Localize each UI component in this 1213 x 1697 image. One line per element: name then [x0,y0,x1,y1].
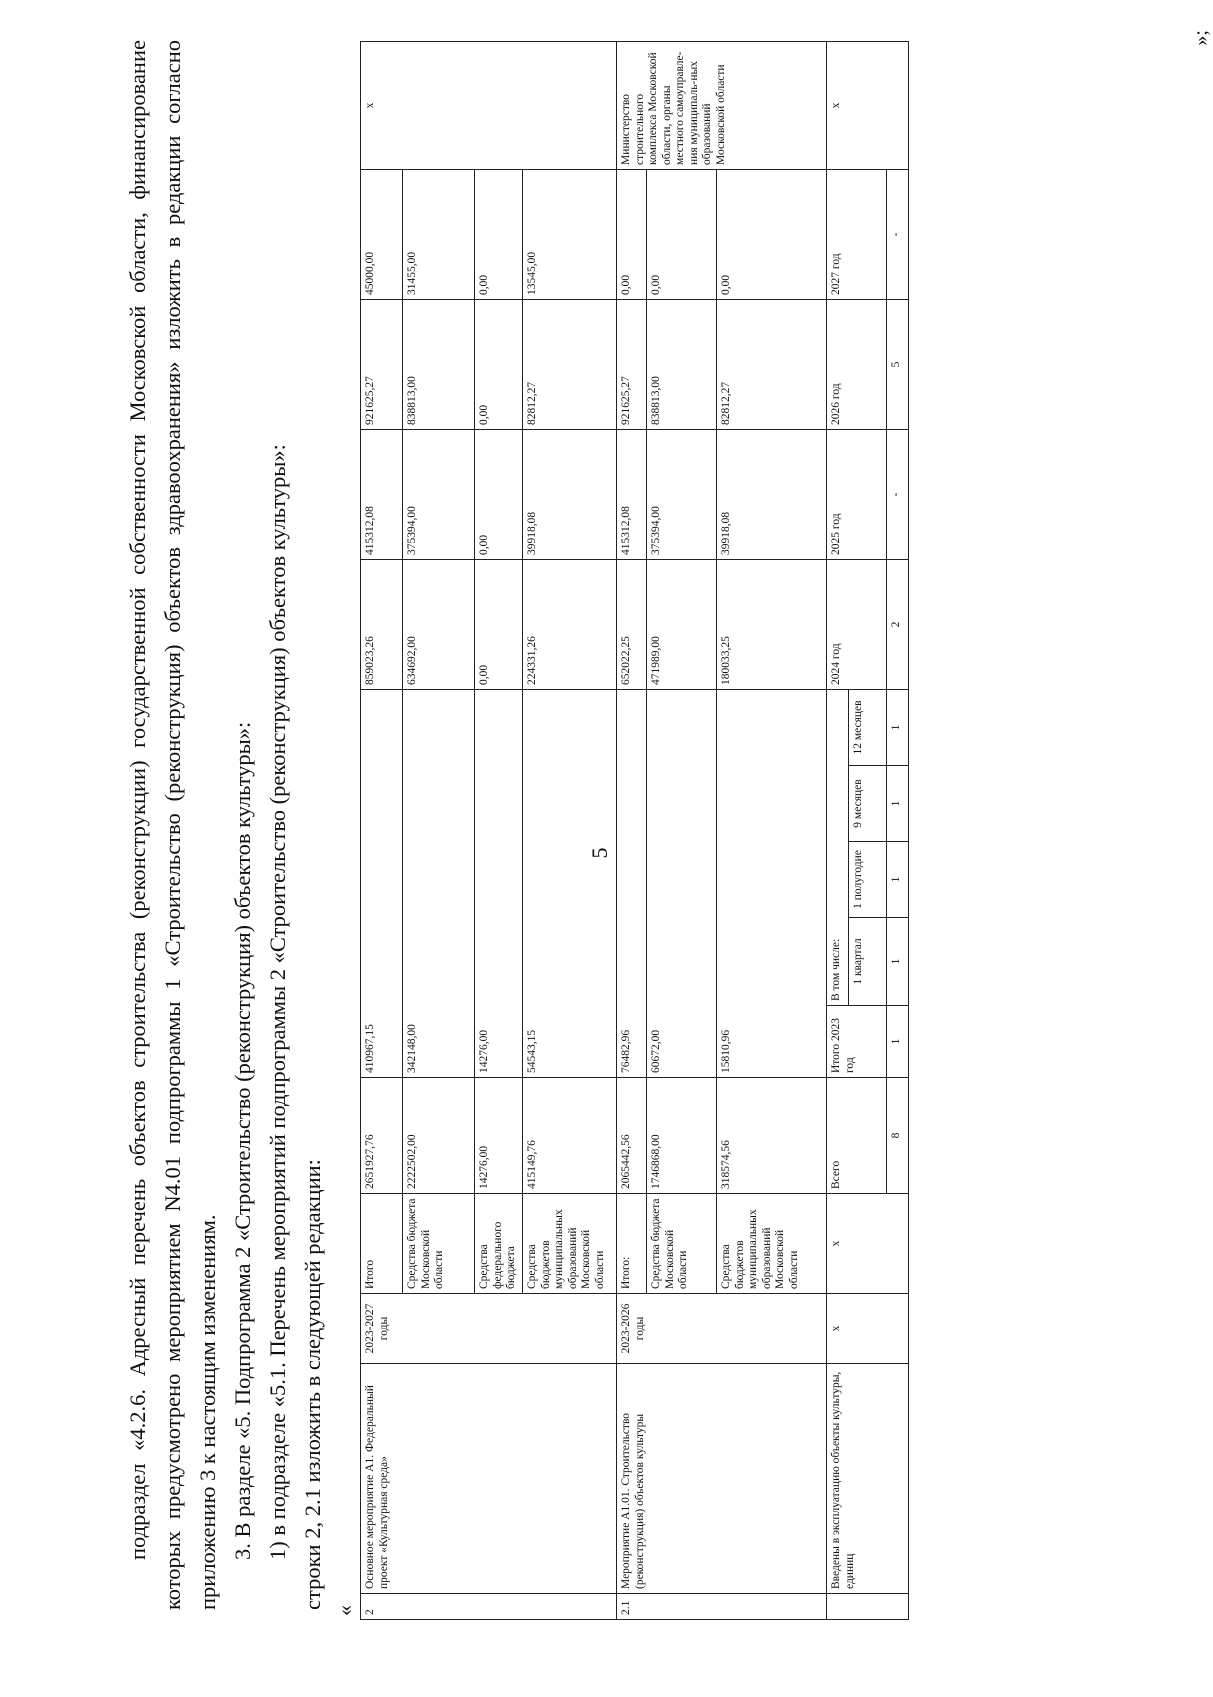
y2026-value: 838813,00 [647,299,717,429]
measure-years: 2023-2027 годы [361,1294,617,1364]
y2023-value: 15810,96 [717,689,827,1077]
value-q1: 1 [887,918,909,1006]
value-h1: 1 [887,842,909,918]
indicator-years: х [827,1294,909,1364]
y2026-value: 0,00 [475,299,523,429]
total-value: 1746868,00 [647,1078,717,1194]
source-label: Средства федерального бюджета [475,1194,523,1294]
y2027-value: 0,00 [617,169,647,299]
header-h1: 1 полугодие [849,842,887,918]
y2024-value: 471989,00 [647,559,717,689]
y2026-value: 921625,27 [361,299,403,429]
measure-name: Основное мероприятие А1. Федеральный проект «Культурная среда» [361,1364,617,1594]
indicator-name: Введены в эксплуатацию объекты культуры, единиц [827,1364,909,1594]
y2025-value: 415312,08 [361,429,403,559]
y2026-value: 82812,27 [717,299,827,429]
y2025-value: 0,00 [475,429,523,559]
y2024-value: 634692,00 [403,559,475,689]
y2023-value: 54543,15 [523,689,617,1077]
table-row [617,41,647,1619]
y2025-value: 415312,08 [617,429,647,559]
y2027-value: 0,00 [647,169,717,299]
header-y2025: 2025 год [827,429,887,559]
source-label: Итого [361,1194,403,1294]
y2026-value: 921625,27 [617,299,647,429]
value-total: 8 [887,1078,909,1194]
header-y2024: 2024 год [827,559,887,689]
y2023-value: 60672,00 [647,689,717,1077]
measure-name: Мероприятие А1.01. Строительство (реконструкция) объектов культуры [617,1364,827,1594]
y2024-value: 224331,26 [523,559,617,689]
y2026-value: 838813,00 [403,299,475,429]
total-value: 2222502,00 [403,1078,475,1194]
value-y2026: 5 [887,299,909,429]
indicator-source: х [827,1194,909,1294]
executor: Министерство строительного комплекса Московской области, органы местного самоуправле-ния муниципаль-ных образований Московской области [617,41,827,169]
intro-paragraph-1: подраздел «4.2.6. Адресный перечень объектов строительства (реконструкции) государственной собственности Московской области, финансирование которых предусмотрено мероприятием N4.01 подпрограммы 1 «Строительство (реконструкция) объектов здравоохранения» изложить в редакции согласно приложению 3 к настоящим изменениям. [125,40,220,1610]
measure-years: 2023-2026 годы [617,1294,827,1364]
header-itogo: Итого 2023 год [827,1006,887,1078]
source-label: Итого: [617,1194,647,1294]
y2023-value: 410967,15 [361,689,403,1077]
y2027-value: 0,00 [475,169,523,299]
header-q1: 1 квартал [849,918,887,1006]
value-y2024: 2 [887,559,909,689]
executor: х [361,41,617,169]
y2025-value: 39918,08 [523,429,617,559]
y2024-value: 0,00 [475,559,523,689]
closing-quote-mark: »; [1190,30,1212,46]
measures-table [360,41,909,1620]
value-y2025: - [887,429,909,559]
value-itogo: 1 [887,1006,909,1078]
total-value: 2065442,56 [617,1078,647,1194]
y2023-value: 76482,96 [617,689,647,1077]
header-m9: 9 месяцев [849,766,887,842]
y2027-value: 0,00 [717,169,827,299]
total-value: 14276,00 [475,1078,523,1194]
y2025-value: 375394,00 [403,429,475,559]
y2026-value: 82812,27 [523,299,617,429]
y2023-value: 14276,00 [475,689,523,1077]
header-y2027: 2027 год [827,169,887,299]
total-value: 415149,76 [523,1078,617,1194]
indicator-executor: х [827,41,909,169]
header-m12: 12 месяцев [849,689,887,765]
row-number: 2 [361,1594,617,1620]
value-y2027: - [887,169,909,299]
y2024-value: 652022,25 [617,559,647,689]
table-row [361,41,403,1619]
row-number: 2.1 [617,1594,827,1620]
y2023-value: 342148,00 [403,689,475,1077]
total-value: 318574,56 [717,1078,827,1194]
y2027-value: 13545,00 [523,169,617,299]
source-label: Средства бюджета Московской области [403,1194,475,1294]
source-label: Средства бюджета Московской области [647,1194,717,1294]
intro-paragraph-2: 3. В разделе «5. Подпрограмма 2 «Строительство (реконструкция) объектов культуры»: [230,721,255,1560]
header-y2026: 2026 год [827,299,887,429]
page-number: 5 [587,847,612,859]
y2027-value: 31455,00 [403,169,475,299]
source-label: Средства бюджетов муниципальных образований Московской области [523,1194,617,1294]
source-label: Средства бюджетов муниципальных образований Московской области [717,1194,827,1294]
header-total: Всего [827,1078,887,1194]
y2025-value: 375394,00 [647,429,717,559]
total-value: 2651927,76 [361,1078,403,1194]
value-m9: 1 [887,766,909,842]
intro-paragraph-4: строки 2, 2.1 изложить в следующей редакции: [300,1159,325,1610]
row-number [827,1594,909,1620]
header-incl: В том числе: [827,689,849,1005]
intro-text [120,30,330,1620]
table-row [827,41,849,1619]
quote-open-mark: « [332,1605,357,1616]
y2027-value: 45000,00 [361,169,403,299]
value-m12: 1 [887,689,909,765]
rotated-content [120,30,1212,1620]
y2024-value: 180033,25 [717,559,827,689]
intro-paragraph-3: 1) в подразделе «5.1. Перечень мероприятий подпрограммы 2 «Строительство (реконструкция) объектов культуры»: [265,444,290,1560]
y2024-value: 859023,26 [361,559,403,689]
y2025-value: 39918,08 [717,429,827,559]
